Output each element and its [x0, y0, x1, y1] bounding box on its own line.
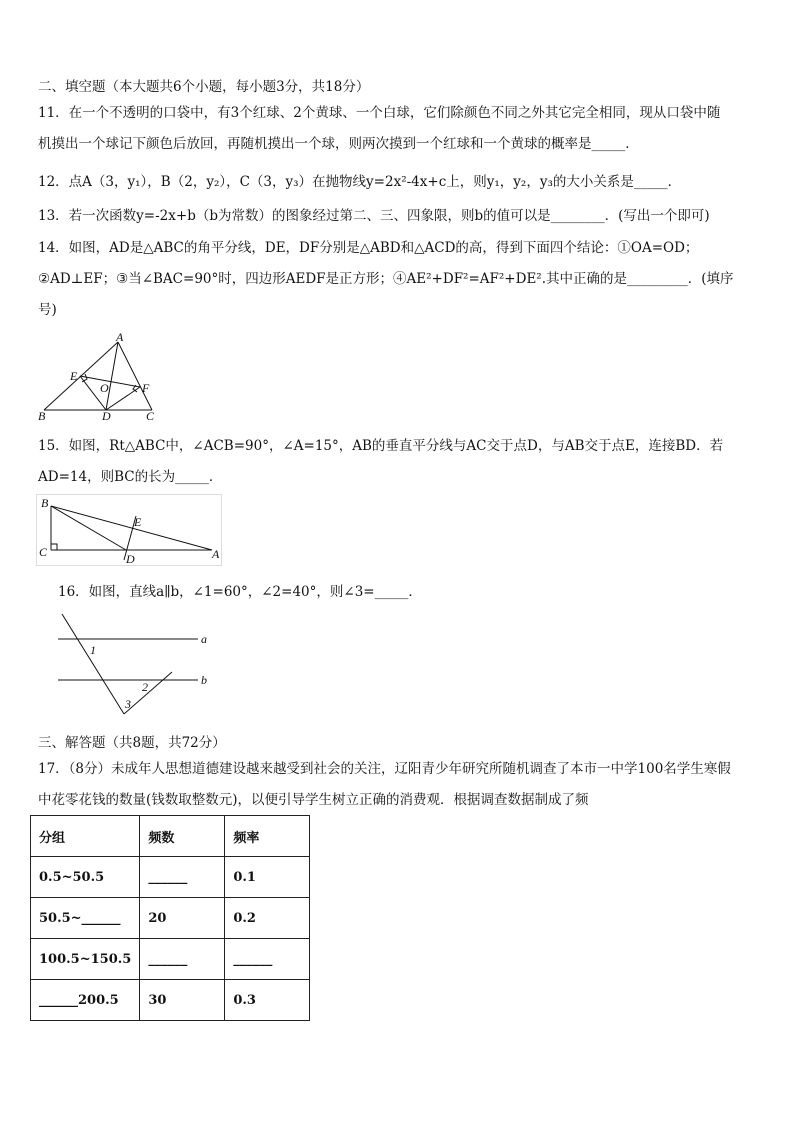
q14-label-f: F: [142, 381, 150, 395]
table-cell: ______: [140, 857, 225, 898]
q15-label-b: B: [41, 496, 49, 510]
q16-angle-2: 2: [142, 680, 148, 694]
header-group: 分组: [31, 816, 140, 857]
q16-angle-3: 3: [125, 697, 131, 711]
table-row: [31, 898, 310, 939]
table-cell: 30: [140, 980, 225, 1021]
q14-label-o: O: [100, 381, 109, 395]
q16-angle-1: 1: [90, 643, 96, 657]
q15-label-e: E: [134, 515, 142, 529]
q14-label-c: C: [146, 409, 155, 422]
section-2-heading: 二、填空题（本大题共6个小题，每小题3分，共18分）: [38, 79, 370, 95]
table-cell: 0.3: [225, 980, 310, 1021]
table-cell: ______: [225, 939, 310, 980]
q14-label-b: B: [38, 409, 46, 422]
header-frequency-count: 频数: [140, 816, 225, 857]
table-cell: 0.5~50.5: [31, 857, 140, 898]
table-cell: ______: [140, 939, 225, 980]
q16-line-a: a: [201, 632, 207, 646]
table-row: [31, 939, 310, 980]
q17-line-2: 中花零花钱的数量(钱数取整数元)，以便引导学生树立正确的消费观．根据调查数据制成了频: [38, 792, 589, 808]
table-header-row: [31, 816, 310, 857]
table-cell: 50.5~______: [31, 898, 140, 939]
q15-figure: [36, 494, 222, 566]
q11-line-2: 机摸出一个球记下颜色后放回，再随机摸出一个球，则两次摸到一个红球和一个黄球的概率是_____．: [38, 136, 639, 152]
q14-label-e: E: [70, 369, 78, 383]
frequency-table: [30, 815, 310, 1021]
section-3-heading: 三、解答题（共8题，共72分）: [38, 735, 226, 751]
table-cell: 100.5~150.5: [31, 939, 140, 980]
table-cell: 0.2: [225, 898, 310, 939]
q16-line-b: b: [201, 673, 207, 687]
table-cell: ______200.5: [31, 980, 140, 1021]
q12-text: 12．点A（3，y₁），B（2，y₂），C（3，y₃）在抛物线y=2x²-4x+c上，则y₁，y₂，y₃的大小关系是_____．: [38, 174, 682, 190]
header-frequency-rate: 频率: [225, 816, 310, 857]
q16-line-1: 16．如图，直线a∥b，∠1=60°，∠2=40°，则∠3=_____．: [58, 584, 422, 600]
q14-line-3: 号): [38, 302, 57, 318]
q17-line-1: 17．（8分）未成年人思想道德建设越来越受到社会的关注，辽阳青少年研究所随机调查了本市一中学100名学生寒假: [38, 761, 731, 777]
q15-line-1: 15．如图，Rt△ABC中，∠ACB=90°，∠A=15°，AB的垂直平分线与AC交于点D，与AB交于点E，连接BD．若: [38, 438, 724, 454]
q14-line-1: 14．如图，AD是△ABC的角平分线，DE，DF分别是△ABD和△ACD的高，得到下面四个结论：①OA=OD；: [38, 240, 699, 256]
q15-label-c: C: [39, 545, 48, 559]
table-cell: 20: [140, 898, 225, 939]
q15-label-a: A: [212, 547, 220, 561]
q15-label-d: D: [126, 552, 135, 566]
q16-figure: [52, 612, 212, 720]
table-cell: 0.1: [225, 857, 310, 898]
q11-line-1: 11．在一个不透明的口袋中，有3个红球、2个黄球、一个白球，它们除颜色不同之外其它完全相同，现从口袋中随: [38, 105, 721, 121]
table-row: [31, 980, 310, 1021]
q14-label-a: A: [116, 330, 124, 344]
q15-line-2: AD=14，则BC的长为_____．: [38, 469, 223, 485]
table-row: [31, 857, 310, 898]
q13-text: 13．若一次函数y=-2x+b（b为常数）的图象经过第二、三、四象限，则b的值可以是________．(写出一个即可): [38, 208, 710, 224]
q14-label-d: D: [102, 409, 111, 422]
q14-figure: [36, 330, 160, 422]
q14-line-2: ②AD⊥EF；③当∠BAC=90°时，四边形AEDF是正方形；④AE²+DF²=AF²+DE².其中正确的是_________．(填序: [38, 271, 734, 287]
